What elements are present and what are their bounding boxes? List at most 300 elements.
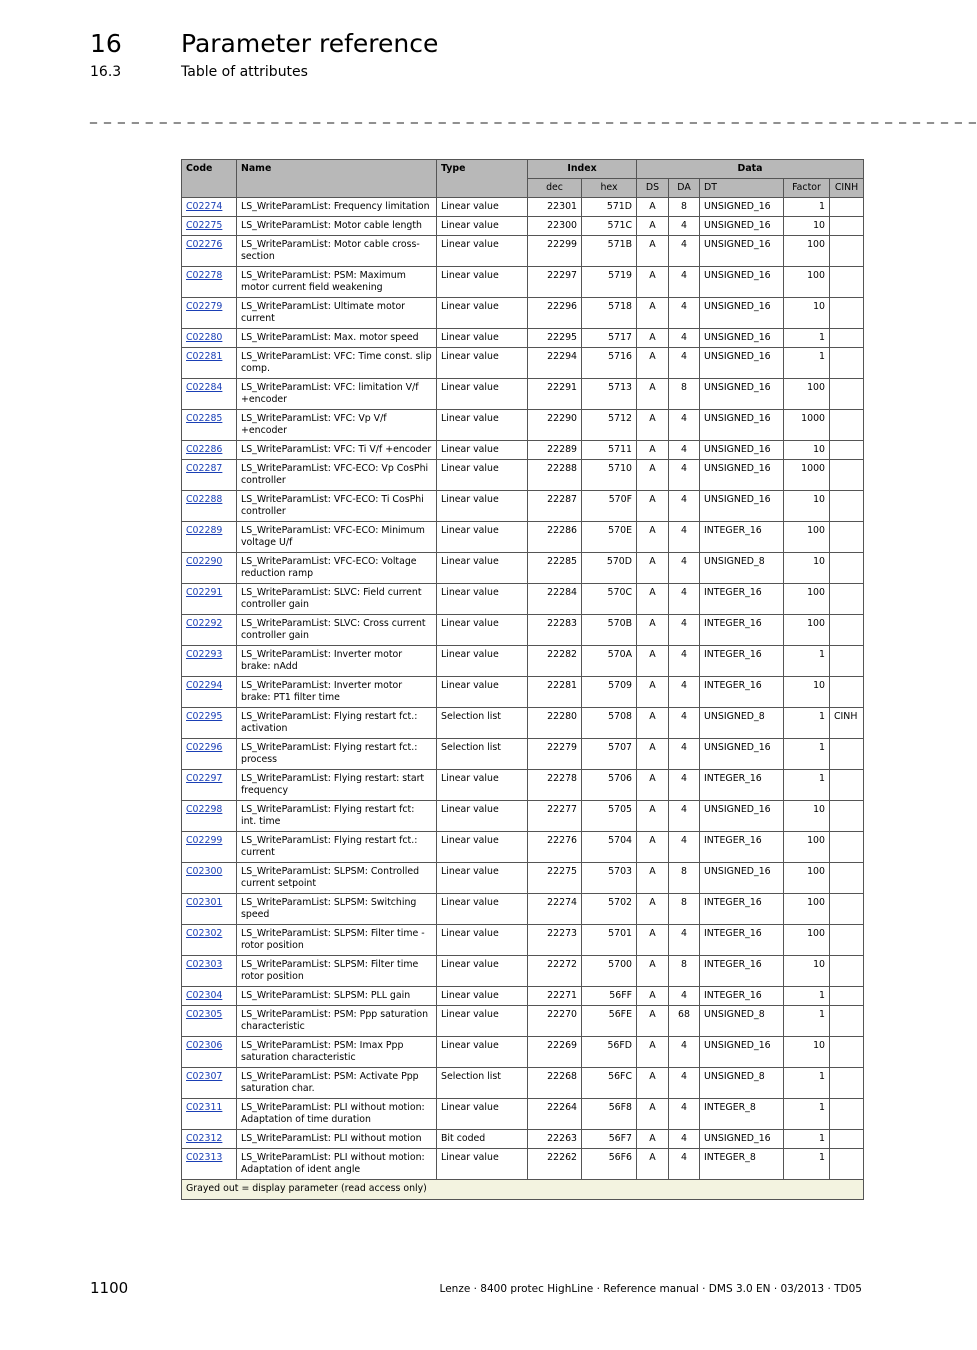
cell-hex: 5713 bbox=[582, 379, 637, 410]
table-row bbox=[182, 236, 864, 267]
cell-cinh bbox=[830, 832, 864, 863]
table-row bbox=[182, 801, 864, 832]
table-row bbox=[182, 267, 864, 298]
cell-factor: 100 bbox=[784, 832, 830, 863]
cell-dt: UNSIGNED_16 bbox=[700, 460, 784, 491]
header-cinh: CINH bbox=[830, 179, 864, 198]
cell-ds: A bbox=[637, 646, 669, 677]
cell-dec: 22299 bbox=[528, 236, 582, 267]
cell-factor: 10 bbox=[784, 553, 830, 584]
cell-dt: UNSIGNED_16 bbox=[700, 410, 784, 441]
code-link[interactable]: C02292 bbox=[186, 618, 223, 629]
cell-da: 8 bbox=[669, 894, 700, 925]
cell-factor: 100 bbox=[784, 615, 830, 646]
cell-dt: UNSIGNED_16 bbox=[700, 298, 784, 329]
cell-type: Linear value bbox=[437, 956, 528, 987]
code-link[interactable]: C02298 bbox=[186, 804, 223, 815]
table-row bbox=[182, 329, 864, 348]
cell-dt: INTEGER_16 bbox=[700, 925, 784, 956]
cell-hex: 571C bbox=[582, 217, 637, 236]
code-link[interactable]: C02304 bbox=[186, 990, 223, 1001]
code-link[interactable]: C02290 bbox=[186, 556, 223, 567]
cell-name: LS_WriteParamList: Flying restart: start frequency bbox=[237, 770, 437, 801]
cell-name: LS_WriteParamList: SLPSM: Filter time rotor position bbox=[237, 956, 437, 987]
cell-dec: 22284 bbox=[528, 584, 582, 615]
cell-factor: 100 bbox=[784, 925, 830, 956]
cell-factor: 1 bbox=[784, 1006, 830, 1037]
chapter-heading bbox=[90, 28, 438, 60]
code-link[interactable]: C02286 bbox=[186, 444, 223, 455]
cell-ds: A bbox=[637, 925, 669, 956]
code-link[interactable]: C02287 bbox=[186, 463, 223, 474]
chapter-title: Parameter reference bbox=[181, 29, 439, 58]
cell-cinh bbox=[830, 217, 864, 236]
cell-name: LS_WriteParamList: PLI without motion: Adaptation of time duration bbox=[237, 1099, 437, 1130]
cell-type: Linear value bbox=[437, 379, 528, 410]
cell-hex: 571B bbox=[582, 236, 637, 267]
cell-factor: 1 bbox=[784, 646, 830, 677]
cell-name: LS_WriteParamList: SLVC: Field current controller gain bbox=[237, 584, 437, 615]
cell-cinh bbox=[830, 522, 864, 553]
cell-type: Linear value bbox=[437, 1099, 528, 1130]
cell-type: Linear value bbox=[437, 236, 528, 267]
section-heading bbox=[90, 62, 308, 82]
cell-factor: 1 bbox=[784, 739, 830, 770]
table-row bbox=[182, 441, 864, 460]
cell-dec: 22300 bbox=[528, 217, 582, 236]
cell-type: Linear value bbox=[437, 832, 528, 863]
cell-dt: INTEGER_16 bbox=[700, 894, 784, 925]
cell-ds: A bbox=[637, 410, 669, 441]
table-row bbox=[182, 1006, 864, 1037]
code-link[interactable]: C02300 bbox=[186, 866, 223, 877]
cell-hex: 5706 bbox=[582, 770, 637, 801]
cell-hex: 5717 bbox=[582, 329, 637, 348]
code-link[interactable]: C02285 bbox=[186, 413, 223, 424]
cell-code bbox=[182, 491, 237, 522]
code-link[interactable]: C02274 bbox=[186, 201, 223, 212]
cell-code bbox=[182, 410, 237, 441]
table-row bbox=[182, 770, 864, 801]
cell-da: 4 bbox=[669, 584, 700, 615]
code-link[interactable]: C02278 bbox=[186, 270, 223, 281]
table-row bbox=[182, 491, 864, 522]
table-row bbox=[182, 348, 864, 379]
cell-code bbox=[182, 677, 237, 708]
cell-code bbox=[182, 198, 237, 217]
cell-factor: 100 bbox=[784, 584, 830, 615]
cell-dt: UNSIGNED_16 bbox=[700, 198, 784, 217]
cell-factor: 1000 bbox=[784, 460, 830, 491]
cell-dec: 22272 bbox=[528, 956, 582, 987]
cell-da: 4 bbox=[669, 1130, 700, 1149]
cell-dt: UNSIGNED_16 bbox=[700, 739, 784, 770]
table-row bbox=[182, 1099, 864, 1130]
cell-hex: 56F6 bbox=[582, 1149, 637, 1180]
cell-dt: INTEGER_16 bbox=[700, 522, 784, 553]
cell-factor: 1 bbox=[784, 987, 830, 1006]
cell-code bbox=[182, 801, 237, 832]
cell-dt: INTEGER_16 bbox=[700, 646, 784, 677]
header-type: Type bbox=[437, 160, 528, 198]
cell-ds: A bbox=[637, 1130, 669, 1149]
table-row bbox=[182, 410, 864, 441]
code-link[interactable]: C02280 bbox=[186, 332, 223, 343]
code-link[interactable]: C02299 bbox=[186, 835, 223, 846]
cell-dt: INTEGER_8 bbox=[700, 1149, 784, 1180]
document-info: Lenze · 8400 protec HighLine · Reference manual · DMS 3.0 EN · 03/2013 · TD05 bbox=[439, 1283, 862, 1295]
cell-name: LS_WriteParamList: Ultimate motor current bbox=[237, 298, 437, 329]
cell-cinh bbox=[830, 863, 864, 894]
cell-dec: 22281 bbox=[528, 677, 582, 708]
page-number: 1100 bbox=[90, 1279, 129, 1297]
cell-da: 4 bbox=[669, 267, 700, 298]
cell-ds: A bbox=[637, 1037, 669, 1068]
cell-cinh bbox=[830, 646, 864, 677]
cell-dt: INTEGER_16 bbox=[700, 615, 784, 646]
cell-name: LS_WriteParamList: PSM: Activate Ppp saturation char. bbox=[237, 1068, 437, 1099]
cell-type: Linear value bbox=[437, 410, 528, 441]
cell-ds: A bbox=[637, 217, 669, 236]
cell-dec: 22273 bbox=[528, 925, 582, 956]
cell-factor: 100 bbox=[784, 379, 830, 410]
cell-factor: 100 bbox=[784, 236, 830, 267]
cell-type: Linear value bbox=[437, 615, 528, 646]
cell-ds: A bbox=[637, 956, 669, 987]
cell-da: 4 bbox=[669, 987, 700, 1006]
cell-code bbox=[182, 615, 237, 646]
table-row bbox=[182, 198, 864, 217]
cell-factor: 1000 bbox=[784, 410, 830, 441]
header-dt: DT bbox=[700, 179, 784, 198]
cell-code bbox=[182, 236, 237, 267]
cell-factor: 10 bbox=[784, 298, 830, 329]
cell-da: 4 bbox=[669, 348, 700, 379]
cell-hex: 5719 bbox=[582, 267, 637, 298]
cell-da: 4 bbox=[669, 708, 700, 739]
code-link[interactable]: C02281 bbox=[186, 351, 223, 362]
cell-type: Linear value bbox=[437, 1149, 528, 1180]
cell-ds: A bbox=[637, 894, 669, 925]
cell-hex: 5701 bbox=[582, 925, 637, 956]
cell-ds: A bbox=[637, 584, 669, 615]
cell-dec: 22290 bbox=[528, 410, 582, 441]
cell-cinh bbox=[830, 1006, 864, 1037]
table-row bbox=[182, 863, 864, 894]
cell-factor: 1 bbox=[784, 329, 830, 348]
cell-dec: 22297 bbox=[528, 267, 582, 298]
code-link[interactable]: C02311 bbox=[186, 1102, 223, 1113]
cell-code bbox=[182, 770, 237, 801]
cell-dt: UNSIGNED_8 bbox=[700, 1068, 784, 1099]
table-row bbox=[182, 894, 864, 925]
cell-ds: A bbox=[637, 441, 669, 460]
cell-cinh bbox=[830, 1037, 864, 1068]
header-name: Name bbox=[237, 160, 437, 198]
cell-type: Linear value bbox=[437, 348, 528, 379]
cell-da: 4 bbox=[669, 217, 700, 236]
cell-da: 8 bbox=[669, 379, 700, 410]
cell-factor: 10 bbox=[784, 801, 830, 832]
cell-dec: 22270 bbox=[528, 1006, 582, 1037]
cell-name: LS_WriteParamList: PSM: Imax Ppp saturation characteristic bbox=[237, 1037, 437, 1068]
section-number: 16.3 bbox=[90, 64, 122, 80]
cell-hex: 570B bbox=[582, 615, 637, 646]
cell-type: Selection list bbox=[437, 739, 528, 770]
cell-ds: A bbox=[637, 460, 669, 491]
cell-da: 4 bbox=[669, 1099, 700, 1130]
cell-hex: 5707 bbox=[582, 739, 637, 770]
cell-da: 4 bbox=[669, 832, 700, 863]
table-row bbox=[182, 646, 864, 677]
code-link[interactable]: C02296 bbox=[186, 742, 223, 753]
cell-type: Linear value bbox=[437, 894, 528, 925]
code-link[interactable]: C02294 bbox=[186, 680, 223, 691]
cell-dec: 22263 bbox=[528, 1130, 582, 1149]
cell-factor: 10 bbox=[784, 956, 830, 987]
cell-ds: A bbox=[637, 267, 669, 298]
cell-name: LS_WriteParamList: SLPSM: Filter time - rotor position bbox=[237, 925, 437, 956]
cell-code bbox=[182, 553, 237, 584]
cell-name: LS_WriteParamList: Inverter motor brake: nAdd bbox=[237, 646, 437, 677]
cell-dt: INTEGER_16 bbox=[700, 956, 784, 987]
cell-type: Linear value bbox=[437, 801, 528, 832]
cell-factor: 1 bbox=[784, 1068, 830, 1099]
cell-code bbox=[182, 894, 237, 925]
cell-code bbox=[182, 1130, 237, 1149]
table-row bbox=[182, 956, 864, 987]
cell-cinh bbox=[830, 1149, 864, 1180]
cell-dt: UNSIGNED_16 bbox=[700, 801, 784, 832]
cell-hex: 570A bbox=[582, 646, 637, 677]
cell-cinh bbox=[830, 584, 864, 615]
cell-type: Linear value bbox=[437, 1006, 528, 1037]
code-link[interactable]: C02288 bbox=[186, 494, 223, 505]
cell-ds: A bbox=[637, 1149, 669, 1180]
cell-dt: INTEGER_16 bbox=[700, 987, 784, 1006]
code-link[interactable]: C02313 bbox=[186, 1152, 223, 1163]
cell-factor: 1 bbox=[784, 1099, 830, 1130]
cell-dec: 22295 bbox=[528, 329, 582, 348]
header-ds: DS bbox=[637, 179, 669, 198]
cell-ds: A bbox=[637, 348, 669, 379]
code-link[interactable]: C02295 bbox=[186, 711, 223, 722]
cell-type: Selection list bbox=[437, 708, 528, 739]
chapter-number: 16 bbox=[90, 29, 122, 58]
cell-dec: 22262 bbox=[528, 1149, 582, 1180]
cell-factor: 10 bbox=[784, 217, 830, 236]
cell-code bbox=[182, 460, 237, 491]
cell-dt: INTEGER_16 bbox=[700, 832, 784, 863]
header-data: Data bbox=[637, 160, 864, 179]
cell-da: 4 bbox=[669, 646, 700, 677]
cell-name: LS_WriteParamList: VFC: Ti V/f +encoder bbox=[237, 441, 437, 460]
cell-ds: A bbox=[637, 708, 669, 739]
table-row bbox=[182, 739, 864, 770]
cell-dt: UNSIGNED_16 bbox=[700, 441, 784, 460]
cell-dec: 22287 bbox=[528, 491, 582, 522]
cell-dt: UNSIGNED_16 bbox=[700, 348, 784, 379]
cell-hex: 5702 bbox=[582, 894, 637, 925]
cell-type: Linear value bbox=[437, 298, 528, 329]
code-link[interactable]: C02291 bbox=[186, 587, 223, 598]
cell-hex: 5711 bbox=[582, 441, 637, 460]
cell-name: LS_WriteParamList: VFC: Vp V/f +encoder bbox=[237, 410, 437, 441]
cell-hex: 5704 bbox=[582, 832, 637, 863]
cell-cinh bbox=[830, 739, 864, 770]
cell-cinh bbox=[830, 460, 864, 491]
code-link[interactable]: C02284 bbox=[186, 382, 223, 393]
cell-factor: 100 bbox=[784, 863, 830, 894]
cell-code bbox=[182, 584, 237, 615]
cell-da: 4 bbox=[669, 1037, 700, 1068]
cell-name: LS_WriteParamList: PLI without motion: Adaptation of ident angle bbox=[237, 1149, 437, 1180]
cell-type: Linear value bbox=[437, 491, 528, 522]
cell-da: 4 bbox=[669, 925, 700, 956]
cell-da: 8 bbox=[669, 198, 700, 217]
cell-da: 4 bbox=[669, 236, 700, 267]
cell-name: LS_WriteParamList: PSM: Ppp saturation characteristic bbox=[237, 1006, 437, 1037]
cell-name: LS_WriteParamList: VFC-ECO: Voltage reduction ramp bbox=[237, 553, 437, 584]
code-link[interactable]: C02275 bbox=[186, 220, 223, 231]
table-row bbox=[182, 1068, 864, 1099]
cell-name: LS_WriteParamList: Motor cable cross-section bbox=[237, 236, 437, 267]
cell-dt: UNSIGNED_16 bbox=[700, 379, 784, 410]
cell-cinh bbox=[830, 801, 864, 832]
cell-name: LS_WriteParamList: SLPSM: Switching speed bbox=[237, 894, 437, 925]
cell-da: 4 bbox=[669, 1068, 700, 1099]
cell-dt: UNSIGNED_8 bbox=[700, 708, 784, 739]
table-row bbox=[182, 217, 864, 236]
cell-ds: A bbox=[637, 522, 669, 553]
cell-da: 4 bbox=[669, 801, 700, 832]
cell-ds: A bbox=[637, 491, 669, 522]
cell-type: Linear value bbox=[437, 198, 528, 217]
table-row bbox=[182, 584, 864, 615]
cell-factor: 1 bbox=[784, 1130, 830, 1149]
cell-code bbox=[182, 522, 237, 553]
cell-type: Linear value bbox=[437, 553, 528, 584]
cell-dec: 22282 bbox=[528, 646, 582, 677]
cell-dec: 22279 bbox=[528, 739, 582, 770]
cell-dt: UNSIGNED_16 bbox=[700, 236, 784, 267]
cell-cinh bbox=[830, 615, 864, 646]
code-link[interactable]: C02305 bbox=[186, 1009, 223, 1020]
cell-factor: 1 bbox=[784, 770, 830, 801]
code-link[interactable]: C02279 bbox=[186, 301, 223, 312]
cell-ds: A bbox=[637, 832, 669, 863]
cell-dec: 22264 bbox=[528, 1099, 582, 1130]
code-link[interactable]: C02297 bbox=[186, 773, 223, 784]
cell-cinh bbox=[830, 410, 864, 441]
code-link[interactable]: C02289 bbox=[186, 525, 223, 536]
cell-ds: A bbox=[637, 236, 669, 267]
cell-cinh bbox=[830, 441, 864, 460]
cell-dec: 22294 bbox=[528, 348, 582, 379]
cell-name: LS_WriteParamList: SLVC: Cross current controller gain bbox=[237, 615, 437, 646]
cell-hex: 5700 bbox=[582, 956, 637, 987]
code-link[interactable]: C02306 bbox=[186, 1040, 223, 1051]
cell-factor: 10 bbox=[784, 491, 830, 522]
cell-ds: A bbox=[637, 863, 669, 894]
cell-da: 4 bbox=[669, 410, 700, 441]
cell-cinh bbox=[830, 925, 864, 956]
cell-name: LS_WriteParamList: PSM: Maximum motor current field weakening bbox=[237, 267, 437, 298]
cell-da: 4 bbox=[669, 553, 700, 584]
cell-cinh bbox=[830, 379, 864, 410]
cell-code bbox=[182, 379, 237, 410]
table-body bbox=[182, 198, 864, 1180]
cell-dec: 22269 bbox=[528, 1037, 582, 1068]
cell-factor: 1 bbox=[784, 708, 830, 739]
cell-ds: A bbox=[637, 298, 669, 329]
section-title: Table of attributes bbox=[181, 64, 308, 80]
code-link[interactable]: C02303 bbox=[186, 959, 223, 970]
cell-hex: 56F7 bbox=[582, 1130, 637, 1149]
cell-factor: 1 bbox=[784, 1149, 830, 1180]
cell-da: 4 bbox=[669, 1149, 700, 1180]
cell-cinh bbox=[830, 677, 864, 708]
code-link[interactable]: C02301 bbox=[186, 897, 223, 908]
cell-cinh: CINH bbox=[830, 708, 864, 739]
table-row bbox=[182, 460, 864, 491]
code-link[interactable]: C02276 bbox=[186, 239, 223, 250]
cell-dec: 22277 bbox=[528, 801, 582, 832]
cell-name: LS_WriteParamList: VFC-ECO: Vp CosPhi controller bbox=[237, 460, 437, 491]
table-row bbox=[182, 522, 864, 553]
cell-factor: 10 bbox=[784, 1037, 830, 1068]
cell-da: 68 bbox=[669, 1006, 700, 1037]
cell-hex: 56FD bbox=[582, 1037, 637, 1068]
cell-type: Linear value bbox=[437, 863, 528, 894]
cell-code bbox=[182, 987, 237, 1006]
cell-ds: A bbox=[637, 615, 669, 646]
table-row bbox=[182, 987, 864, 1006]
cell-hex: 5709 bbox=[582, 677, 637, 708]
code-link[interactable]: C02312 bbox=[186, 1133, 223, 1144]
cell-cinh bbox=[830, 198, 864, 217]
cell-dt: UNSIGNED_8 bbox=[700, 1006, 784, 1037]
code-link[interactable]: C02302 bbox=[186, 928, 223, 939]
code-link[interactable]: C02293 bbox=[186, 649, 223, 660]
cell-da: 4 bbox=[669, 491, 700, 522]
cell-dec: 22289 bbox=[528, 441, 582, 460]
header-code: Code bbox=[182, 160, 237, 198]
cell-type: Linear value bbox=[437, 1037, 528, 1068]
table-row bbox=[182, 832, 864, 863]
cell-cinh bbox=[830, 987, 864, 1006]
cell-type: Linear value bbox=[437, 677, 528, 708]
cell-dt: UNSIGNED_16 bbox=[700, 863, 784, 894]
cell-dec: 22280 bbox=[528, 708, 582, 739]
cell-code bbox=[182, 1149, 237, 1180]
cell-hex: 570F bbox=[582, 491, 637, 522]
table-row bbox=[182, 298, 864, 329]
cell-hex: 5708 bbox=[582, 708, 637, 739]
cell-dec: 22286 bbox=[528, 522, 582, 553]
cell-cinh bbox=[830, 348, 864, 379]
table-row bbox=[182, 379, 864, 410]
cell-code bbox=[182, 1099, 237, 1130]
table-row bbox=[182, 1130, 864, 1149]
table-row bbox=[182, 925, 864, 956]
cell-factor: 10 bbox=[784, 677, 830, 708]
cell-code bbox=[182, 646, 237, 677]
cell-factor: 1 bbox=[784, 348, 830, 379]
cell-cinh bbox=[830, 1099, 864, 1130]
cell-cinh bbox=[830, 894, 864, 925]
code-link[interactable]: C02307 bbox=[186, 1071, 223, 1082]
